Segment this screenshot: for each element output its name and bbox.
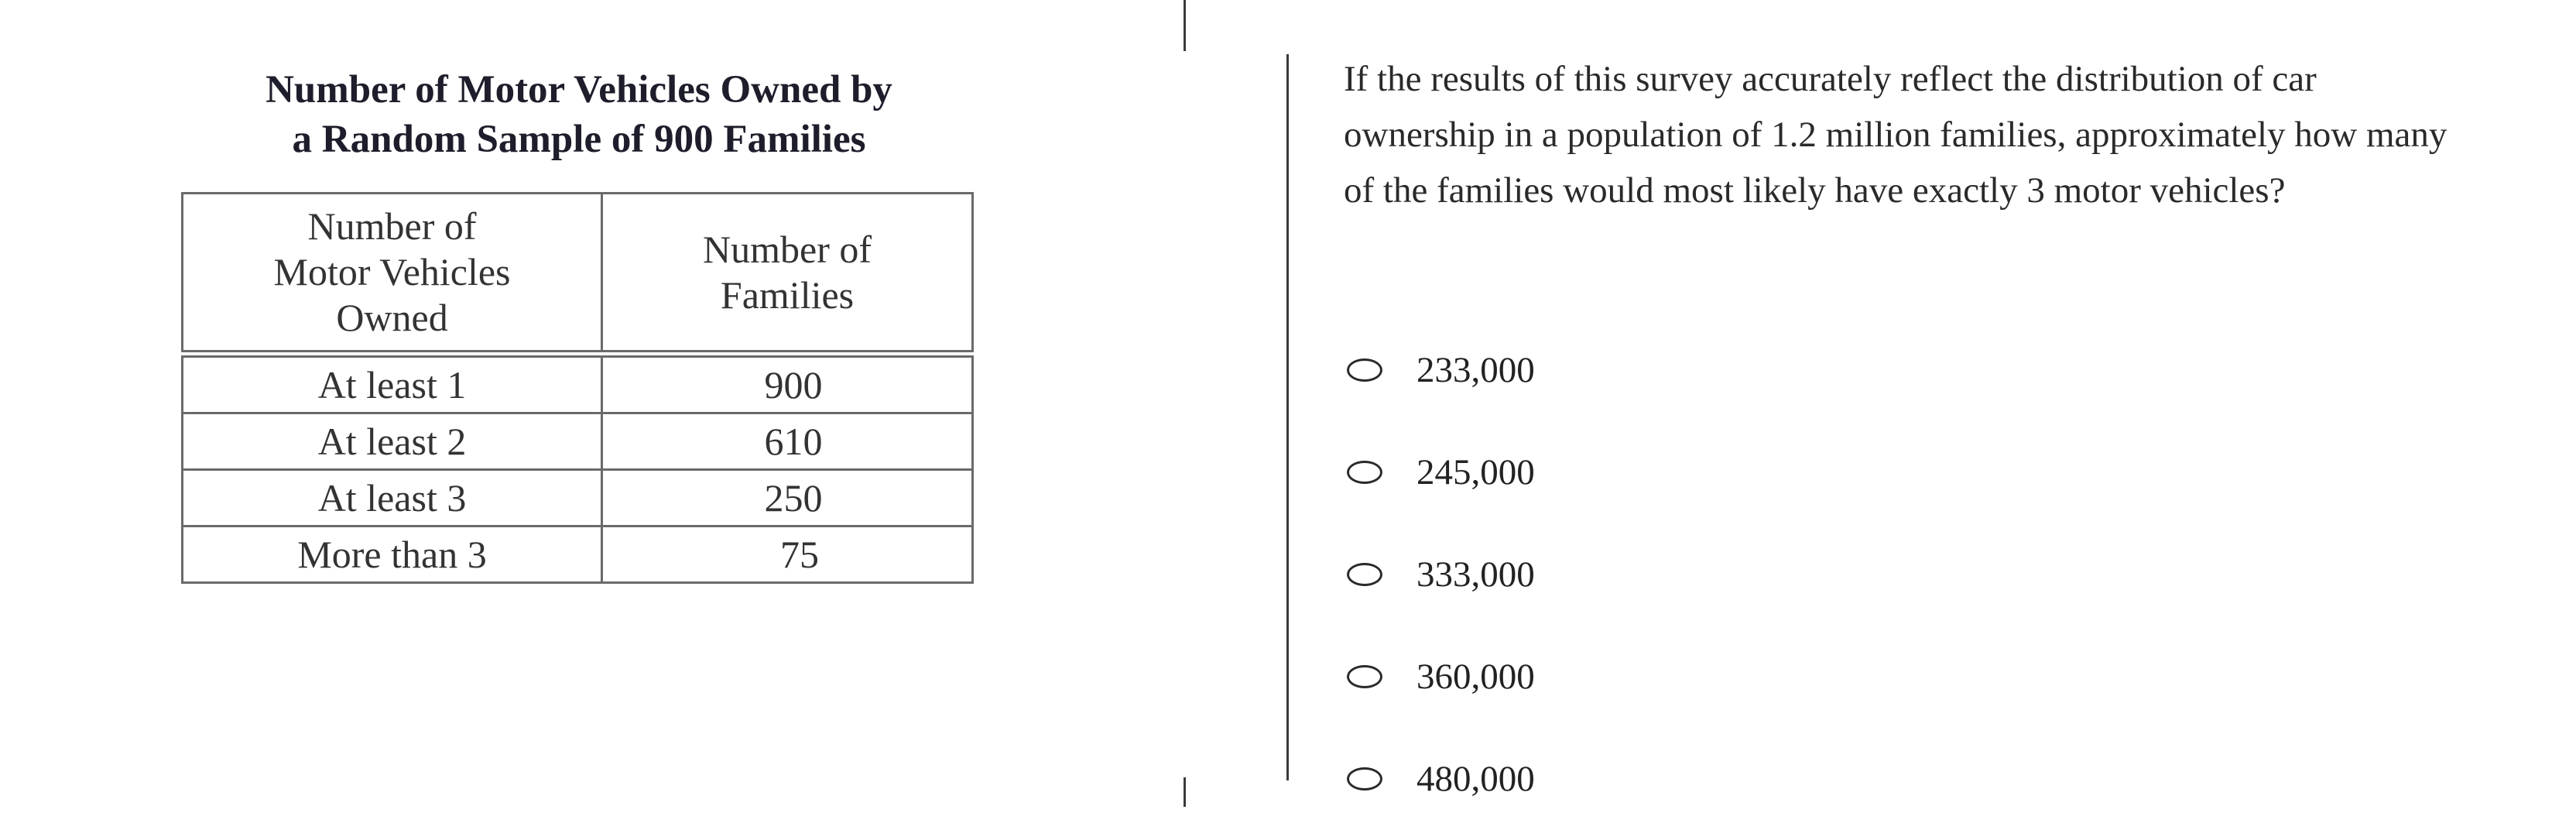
row-value-cell — [602, 526, 973, 583]
figure-title — [172, 65, 986, 164]
answer-choice-d[interactable] — [1347, 626, 1535, 728]
answer-choice-label: 333,000 — [1416, 554, 1535, 595]
header-families — [602, 194, 973, 355]
radio-button-icon[interactable] — [1347, 563, 1382, 586]
table-row — [183, 470, 973, 526]
radio-button-icon[interactable] — [1347, 358, 1382, 382]
figure-title-line-2: a Random Sample of 900 Families — [292, 118, 866, 161]
answer-choice-e[interactable] — [1347, 728, 1535, 830]
header-vehicles-owned — [183, 194, 602, 355]
radio-button-icon[interactable] — [1347, 461, 1382, 484]
answer-choice-label: 480,000 — [1416, 759, 1535, 799]
panel-resize-handle-bottom — [1184, 777, 1186, 807]
answer-choice-label: 360,000 — [1416, 657, 1535, 697]
row-label-cell: At least 1 — [183, 354, 602, 413]
answer-choice-label: 245,000 — [1416, 452, 1535, 492]
panel-resize-handle-top — [1184, 0, 1186, 51]
vehicles-table — [181, 192, 974, 584]
figure-panel — [172, 53, 986, 576]
row-value-cell — [602, 413, 973, 470]
row-label-cell: More than 3 — [183, 526, 602, 583]
row-value-text: 610 — [764, 420, 823, 463]
answer-choice-a[interactable] — [1347, 319, 1535, 421]
header-families-text: Number of Families — [703, 227, 872, 317]
answer-choice-label: 233,000 — [1416, 350, 1535, 390]
row-value-text: 250 — [764, 476, 823, 520]
answer-choice-b[interactable] — [1347, 421, 1535, 523]
question-text: If the results of this survey accurately reflect the distribution of car ownership in a population of 1.2 million families, approximately how many of the families would most likely have exactly 3 motor vehicles? — [1344, 59, 2448, 211]
radio-button-icon[interactable] — [1347, 767, 1382, 791]
row-value-text: 900 — [764, 363, 823, 406]
figure-title-line-1: Number of Motor Vehicles Owned by — [265, 68, 892, 111]
header-vehicles-owned-text: Number of Motor Vehicles Owned — [273, 204, 511, 339]
table-row — [183, 413, 973, 470]
row-label-cell: At least 2 — [183, 413, 602, 470]
panel-divider — [1286, 54, 1289, 780]
answer-choice-c[interactable] — [1347, 523, 1535, 626]
table-row — [183, 526, 973, 583]
answer-choices — [1347, 319, 1535, 830]
radio-button-icon[interactable] — [1347, 665, 1382, 688]
row-value-text: 75 — [780, 533, 820, 576]
row-label-cell: At least 3 — [183, 470, 602, 526]
row-value-cell — [602, 354, 973, 413]
table-header-row — [183, 194, 973, 355]
row-value-cell — [602, 470, 973, 526]
table-row — [183, 354, 973, 413]
